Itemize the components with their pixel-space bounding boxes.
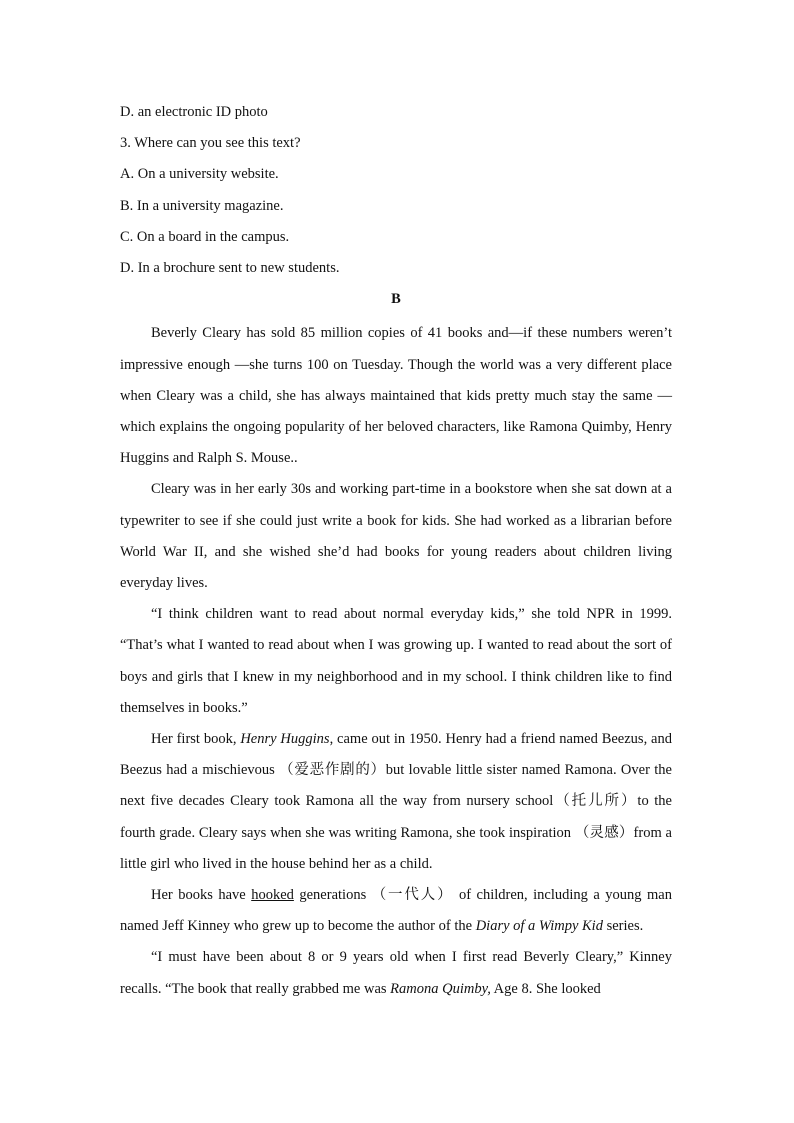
question-3-option-c: C. On a board in the campus. — [120, 228, 290, 245]
paragraph-5-text-b: generations （一代人） of children, including a young man named Jeff Kinney who grew up to become the author of the — [120, 886, 672, 935]
underlined-word-hooked: hooked — [251, 886, 294, 903]
question-2-option-d: D. an electronic ID photo — [120, 104, 268, 120]
paragraph-5-text-c: series. — [602, 918, 644, 935]
paragraph-5 — [120, 880, 672, 942]
question-3-stem: 3. Where can you see this text? — [120, 135, 301, 152]
paragraph-6 — [120, 942, 672, 1004]
book-title-ramona-quimby: Ramona Quimby, — [390, 980, 491, 997]
paragraph-4-text-b: , came out in 1950. Henry had a friend named Beezus, and Beezus had a mischievous （爱恶作剧的）but lovable little sister named Ramona. Over the next five decades Cleary took Ramona all the way from nursery school（托儿所）to the fourth grade. Cleary says when she was writing Ramona, she took inspiration （灵感）from a little girl who lived in the house behind her as a child. — [120, 730, 672, 872]
passage-heading: B — [391, 291, 401, 308]
book-title-henry-huggins: Henry Huggins — [240, 730, 330, 747]
paragraph-5-text-a: Her books have — [151, 886, 252, 903]
paragraph-6-text-b: Age 8. She looked — [490, 980, 601, 997]
book-title-diary-of-a-wimpy-kid: Diary of a Wimpy Kid — [475, 918, 603, 935]
paragraph-6-text-a: “I must have been about 8 or 9 years old when I first read Beverly Cleary,” Kinney recalls. “The book that really grabbed me was — [120, 949, 672, 997]
question-3-option-d: D. In a brochure sent to new students. — [120, 259, 340, 276]
paragraph-4 — [120, 724, 672, 880]
paragraph-1: Beverly Cleary has sold 85 million copies of 41 books and—if these numbers weren’t impressive enough —she turns 100 on Tuesday. Though the world was a very different place when Cleary was a child, she has always maintained that kids pretty much stay the same —which explains the ongoing popularity of her beloved characters, like Ramona Quimby, Henry Huggins and Ralph S. Mouse.. — [120, 325, 672, 467]
paragraph-2: Cleary was in her early 30s and working part-time in a bookstore when she sat down at a typewriter to see if she could just write a book for kids. She had worked as a librarian before World War II, and she wished she’d had books for young readers about children living everyday lives. — [120, 481, 672, 591]
paragraph-3: “I think children want to read about normal everyday kids,” she told NPR in 1999. “That’s what I wanted to read about when I was growing up. I wanted to read about the sort of boys and girls that I knew in my neighborhood and in my school. I think children like to find themselves in books.” — [120, 606, 672, 716]
question-3-option-a: A. On a university website. — [120, 166, 279, 183]
document-content — [120, 100, 672, 1005]
paragraph-4-text-a: Her first book, — [151, 730, 241, 747]
question-3-option-b: B. In a university magazine. — [120, 197, 284, 214]
